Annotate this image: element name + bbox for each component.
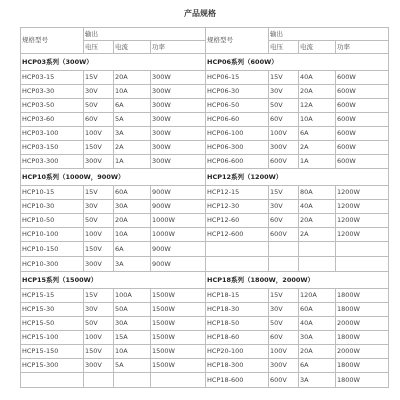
cell-voltage: 300V <box>269 359 299 373</box>
cell-model: HCP18-600 <box>206 373 269 388</box>
cell-power: 2000W <box>336 345 389 359</box>
section-title: HCP06系列（600W） <box>206 54 389 71</box>
cell-voltage: 300V <box>84 155 114 169</box>
section-title: HCP03系列（300W） <box>21 54 206 71</box>
header-current-right: 电流 <box>299 41 336 54</box>
cell-current: 6A <box>299 359 336 373</box>
table-row <box>21 214 389 228</box>
cell-current: 1A <box>299 155 336 169</box>
cell-current: 20A <box>299 85 336 99</box>
cell-power: 900W <box>151 242 206 257</box>
cell-model: HCP06-100 <box>206 127 269 141</box>
cell-current: 20A <box>299 345 336 359</box>
cell-current: 2A <box>114 141 151 155</box>
cell-power <box>336 242 389 257</box>
cell-power: 1200W <box>336 228 389 242</box>
cell-power: 900W <box>151 257 206 272</box>
section-title: HCP12系列（1200W） <box>206 169 389 186</box>
cell-power: 1500W <box>151 359 206 373</box>
cell-model: HCP12-15 <box>206 186 269 200</box>
cell-model: HCP12-60 <box>206 214 269 228</box>
cell-current: 50A <box>114 303 151 317</box>
cell-voltage <box>269 242 299 257</box>
table-row <box>21 113 389 127</box>
cell-current: 5A <box>114 359 151 373</box>
cell-model: HCP03-300 <box>21 155 84 169</box>
section-title: HCP15系列（1500W） <box>21 272 206 289</box>
cell-model: HCP15-100 <box>21 331 84 345</box>
table-header-row-1 <box>21 28 389 41</box>
header-output-left: 输出 <box>84 28 206 41</box>
cell-power: 1800W <box>336 303 389 317</box>
cell-current: 6A <box>299 127 336 141</box>
table-row <box>21 331 389 345</box>
cell-voltage: 600V <box>269 373 299 388</box>
cell-power: 600W <box>336 127 389 141</box>
cell-voltage: 50V <box>269 317 299 331</box>
section-title-row <box>21 54 389 71</box>
cell-model <box>21 373 84 388</box>
cell-power: 1500W <box>151 317 206 331</box>
cell-model: HCP18-15 <box>206 289 269 303</box>
cell-power: 1800W <box>336 359 389 373</box>
cell-model: HCP03-150 <box>21 141 84 155</box>
cell-voltage <box>84 373 114 388</box>
table-row <box>21 141 389 155</box>
cell-power: 600W <box>336 99 389 113</box>
header-voltage-left: 电压 <box>84 41 114 54</box>
cell-power: 1800W <box>336 373 389 388</box>
cell-model: HCP06-600 <box>206 155 269 169</box>
cell-model: HCP18-300 <box>206 359 269 373</box>
section-title: HCP10系列（1000W，900W） <box>21 169 206 186</box>
cell-model <box>206 242 269 257</box>
cell-power: 600W <box>336 141 389 155</box>
cell-current: 20A <box>114 214 151 228</box>
cell-model <box>206 257 269 272</box>
cell-voltage: 15V <box>84 71 114 85</box>
cell-power: 600W <box>336 155 389 169</box>
cell-voltage: 15V <box>269 186 299 200</box>
cell-voltage: 60V <box>84 113 114 127</box>
table-row <box>21 317 389 331</box>
section-title-row <box>21 169 389 186</box>
spec-table <box>20 27 389 388</box>
cell-model: HCP20-100 <box>206 345 269 359</box>
cell-voltage: 15V <box>269 289 299 303</box>
cell-power: 1500W <box>151 289 206 303</box>
cell-power: 300W <box>151 127 206 141</box>
cell-current: 30A <box>299 331 336 345</box>
cell-voltage <box>269 257 299 272</box>
cell-current: 40A <box>299 71 336 85</box>
cell-model: HCP06-60 <box>206 113 269 127</box>
page-title: 产品规格 <box>184 9 216 18</box>
cell-voltage: 30V <box>84 303 114 317</box>
cell-power: 1500W <box>151 345 206 359</box>
cell-current: 2A <box>299 141 336 155</box>
table-row <box>21 99 389 113</box>
cell-voltage: 100V <box>84 127 114 141</box>
cell-current: 20A <box>114 71 151 85</box>
cell-current: 3A <box>114 127 151 141</box>
cell-current <box>114 373 151 388</box>
cell-current: 5A <box>114 113 151 127</box>
cell-current: 60A <box>299 303 336 317</box>
cell-model: HCP18-30 <box>206 303 269 317</box>
cell-model: HCP10-100 <box>21 228 84 242</box>
cell-current: 20A <box>299 214 336 228</box>
cell-power: 1200W <box>336 186 389 200</box>
table-row <box>21 289 389 303</box>
section-title: HCP18系列（1800W，2000W） <box>206 272 389 289</box>
cell-voltage: 300V <box>84 257 114 272</box>
cell-model: HCP12-600 <box>206 228 269 242</box>
header-voltage-right: 电压 <box>269 41 299 54</box>
cell-current: 40A <box>299 317 336 331</box>
cell-power: 600W <box>336 71 389 85</box>
cell-model: HCP10-150 <box>21 242 84 257</box>
cell-model: HCP03-30 <box>21 85 84 99</box>
cell-model: HCP15-150 <box>21 345 84 359</box>
cell-model: HCP03-100 <box>21 127 84 141</box>
cell-power: 1500W <box>151 331 206 345</box>
cell-current: 2A <box>299 228 336 242</box>
cell-model: HCP10-15 <box>21 186 84 200</box>
cell-voltage: 50V <box>84 99 114 113</box>
table-row <box>21 71 389 85</box>
cell-power: 1200W <box>336 200 389 214</box>
table-row <box>21 373 389 388</box>
cell-power: 300W <box>151 155 206 169</box>
cell-model: HCP10-300 <box>21 257 84 272</box>
cell-current: 10A <box>114 228 151 242</box>
spec-table-body <box>21 28 389 388</box>
cell-power: 300W <box>151 99 206 113</box>
cell-voltage: 15V <box>84 289 114 303</box>
cell-power: 600W <box>336 85 389 99</box>
cell-current: 12A <box>299 99 336 113</box>
cell-voltage: 60V <box>269 214 299 228</box>
cell-current: 80A <box>299 186 336 200</box>
cell-current: 30A <box>114 200 151 214</box>
cell-voltage: 30V <box>269 200 299 214</box>
cell-model: HCP18-60 <box>206 331 269 345</box>
cell-model: HCP06-300 <box>206 141 269 155</box>
cell-current: 6A <box>114 99 151 113</box>
cell-current: 3A <box>114 257 151 272</box>
cell-current: 10A <box>114 345 151 359</box>
table-row <box>21 127 389 141</box>
header-power-right: 功率 <box>336 41 389 54</box>
cell-power: 1000W <box>151 214 206 228</box>
cell-power: 300W <box>151 85 206 99</box>
cell-model: HCP15-30 <box>21 303 84 317</box>
cell-model: HCP15-15 <box>21 289 84 303</box>
cell-power <box>336 257 389 272</box>
cell-power: 1800W <box>336 331 389 345</box>
cell-current: 120A <box>299 289 336 303</box>
cell-voltage: 150V <box>84 242 114 257</box>
cell-voltage: 50V <box>84 317 114 331</box>
header-current-left: 电流 <box>114 41 151 54</box>
cell-voltage: 30V <box>269 303 299 317</box>
cell-power: 300W <box>151 71 206 85</box>
cell-power: 600W <box>336 113 389 127</box>
cell-voltage: 30V <box>269 85 299 99</box>
cell-power: 300W <box>151 113 206 127</box>
cell-voltage: 30V <box>84 200 114 214</box>
cell-power: 300W <box>151 141 206 155</box>
table-row <box>21 200 389 214</box>
cell-current: 3A <box>299 373 336 388</box>
cell-model: HCP03-50 <box>21 99 84 113</box>
table-row <box>21 228 389 242</box>
cell-power <box>151 373 206 388</box>
header-power-left: 功率 <box>151 41 206 54</box>
cell-current: 6A <box>114 242 151 257</box>
cell-voltage: 600V <box>269 228 299 242</box>
cell-power: 900W <box>151 200 206 214</box>
cell-voltage: 150V <box>84 345 114 359</box>
cell-current <box>299 242 336 257</box>
cell-voltage: 300V <box>84 359 114 373</box>
cell-current: 15A <box>114 331 151 345</box>
cell-model: HCP18-50 <box>206 317 269 331</box>
header-output-right: 输出 <box>269 28 389 41</box>
cell-model: HCP06-15 <box>206 71 269 85</box>
cell-voltage: 60V <box>269 113 299 127</box>
cell-power: 1800W <box>336 289 389 303</box>
table-row <box>21 257 389 272</box>
header-model-left: 规格型号 <box>21 28 84 54</box>
cell-voltage: 15V <box>84 186 114 200</box>
table-row <box>21 85 389 99</box>
cell-voltage: 60V <box>269 331 299 345</box>
cell-current: 100A <box>114 289 151 303</box>
cell-model: HCP12-30 <box>206 200 269 214</box>
cell-current: 30A <box>114 317 151 331</box>
cell-voltage: 100V <box>269 127 299 141</box>
cell-voltage: 100V <box>269 345 299 359</box>
cell-model: HCP15-300 <box>21 359 84 373</box>
cell-power: 2000W <box>336 317 389 331</box>
cell-power: 1500W <box>151 303 206 317</box>
header-model-right: 规格型号 <box>206 28 269 54</box>
cell-voltage: 15V <box>269 71 299 85</box>
cell-model: HCP10-50 <box>21 214 84 228</box>
table-row <box>21 303 389 317</box>
cell-current: 60A <box>114 186 151 200</box>
cell-voltage: 50V <box>269 99 299 113</box>
table-row <box>21 155 389 169</box>
cell-voltage: 150V <box>84 141 114 155</box>
table-row <box>21 359 389 373</box>
table-row <box>21 345 389 359</box>
section-title-row <box>21 272 389 289</box>
cell-model: HCP06-50 <box>206 99 269 113</box>
cell-current: 1A <box>114 155 151 169</box>
table-row <box>21 186 389 200</box>
cell-voltage: 600V <box>269 155 299 169</box>
cell-power: 900W <box>151 186 206 200</box>
cell-power: 1000W <box>151 228 206 242</box>
cell-model: HCP03-15 <box>21 71 84 85</box>
cell-current <box>299 257 336 272</box>
table-row <box>21 242 389 257</box>
cell-current: 10A <box>299 113 336 127</box>
cell-model: HCP03-60 <box>21 113 84 127</box>
cell-model: HCP06-30 <box>206 85 269 99</box>
cell-voltage: 30V <box>84 85 114 99</box>
cell-voltage: 50V <box>84 214 114 228</box>
cell-current: 40A <box>299 200 336 214</box>
cell-voltage: 100V <box>84 228 114 242</box>
cell-model: HCP10-30 <box>21 200 84 214</box>
cell-voltage: 100V <box>84 331 114 345</box>
cell-current: 10A <box>114 85 151 99</box>
cell-power: 1200W <box>336 214 389 228</box>
cell-model: HCP15-50 <box>21 317 84 331</box>
cell-voltage: 300V <box>269 141 299 155</box>
